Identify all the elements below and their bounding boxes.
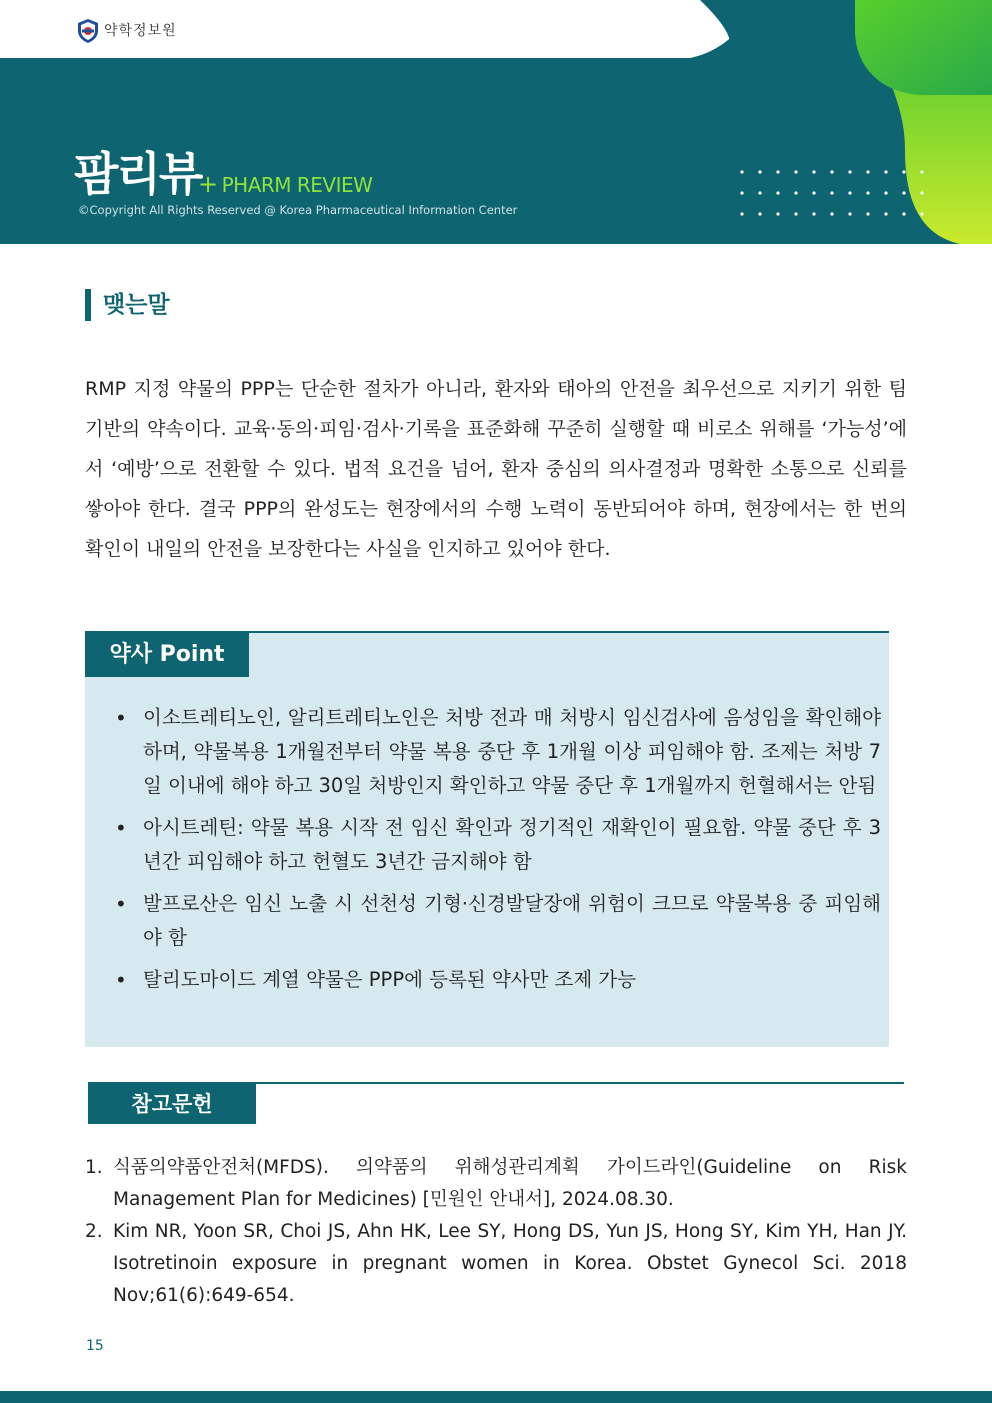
reference-number: 1. (85, 1157, 103, 1178)
org-name: 약학정보원 (104, 23, 177, 39)
brand-title: 팜리뷰 (74, 147, 202, 201)
point-list (115, 701, 881, 1005)
brand-subtitle-text: PHARM REVIEW (221, 173, 373, 197)
reference-item (85, 1152, 907, 1216)
conclusion-heading: 맺는말 (85, 289, 170, 321)
reference-number: 2. (85, 1221, 103, 1242)
references-list (85, 1152, 907, 1312)
brand-subtitle (198, 170, 372, 198)
pharmacist-point-box (85, 631, 889, 1047)
copyright-notice: ©Copyright All Rights Reserved @ Korea Pharmaceutical Information Center (78, 203, 518, 217)
bottom-bar (0, 1391, 992, 1403)
pharmacist-point-heading: 약사 Point (85, 633, 249, 677)
reference-item (85, 1216, 907, 1312)
plus-icon: + (198, 170, 218, 198)
references-heading: 참고문헌 (88, 1084, 256, 1124)
reference-text: 식품의약품안전처(MFDS). 의약품의 위해성관리계획 가이드라인(Guideline on Risk Management Plan for Medicines) [민원인 안내서], 2024.08.30. (113, 1157, 907, 1210)
reference-text: Kim NR, Yoon SR, Choi JS, Ahn HK, Lee SY, Hong DS, Yun JS, Hong SY, Kim YH, Han JY. Isotretinoin exposure in pregnant women in Korea. Obstet Gynecol Sci. 2018 Nov;61(6):649-654. (113, 1221, 907, 1306)
list-item: • 이소트레티노인, 알리트레티노인은 처방 전과 매 처방시 임신검사에 음성임을 확인해야 하며, 약물복용 1개월전부터 약물 복용 중단 후 1개월 이상 피임해야 함. 조제는 처방 7일 이내에 해야 하고 30일 처방인지 확인하고 약물 중단 후 1개월까지 헌혈해서는 안됨 (115, 701, 881, 803)
list-item: • 발프로산은 임신 노출 시 선천성 기형·신경발달장애 위험이 크므로 약물복용 중 피임해야 함 (115, 887, 881, 955)
list-item: • 아시트레틴: 약물 복용 시작 전 임신 확인과 정기적인 재확인이 필요함. 약물 중단 후 3년간 피임해야 하고 헌혈도 3년간 금지해야 함 (115, 811, 881, 879)
conclusion-paragraph: RMP 지정 약물의 PPP는 단순한 절차가 아니라, 환자와 태아의 안전을 최우선으로 지키기 위한 팀 기반의 약속이다. 교육·동의·피임·검사·기록을 표준화해 꾸준히 실행할 때 비로소 위해를 ‘가능성’에서 ‘예방’으로 전환할 수 있다. 법적 요건을 넘어, 환자 중심의 의사결정과 명확한 소통으로 신뢰를 쌓아야 한다. 결국 PPP의 완성도는 현장에서의 수행 노력이 동반되어야 하며, 현장에서는 한 번의 확인이 내일의 안전을 보장한다는 사실을 인지하고 있어야 한다. (85, 378, 907, 560)
list-item: • 탈리도마이드 계열 약물은 PPP에 등록된 약사만 조제 가능 (115, 963, 881, 997)
page-number: 15 (86, 1338, 104, 1354)
